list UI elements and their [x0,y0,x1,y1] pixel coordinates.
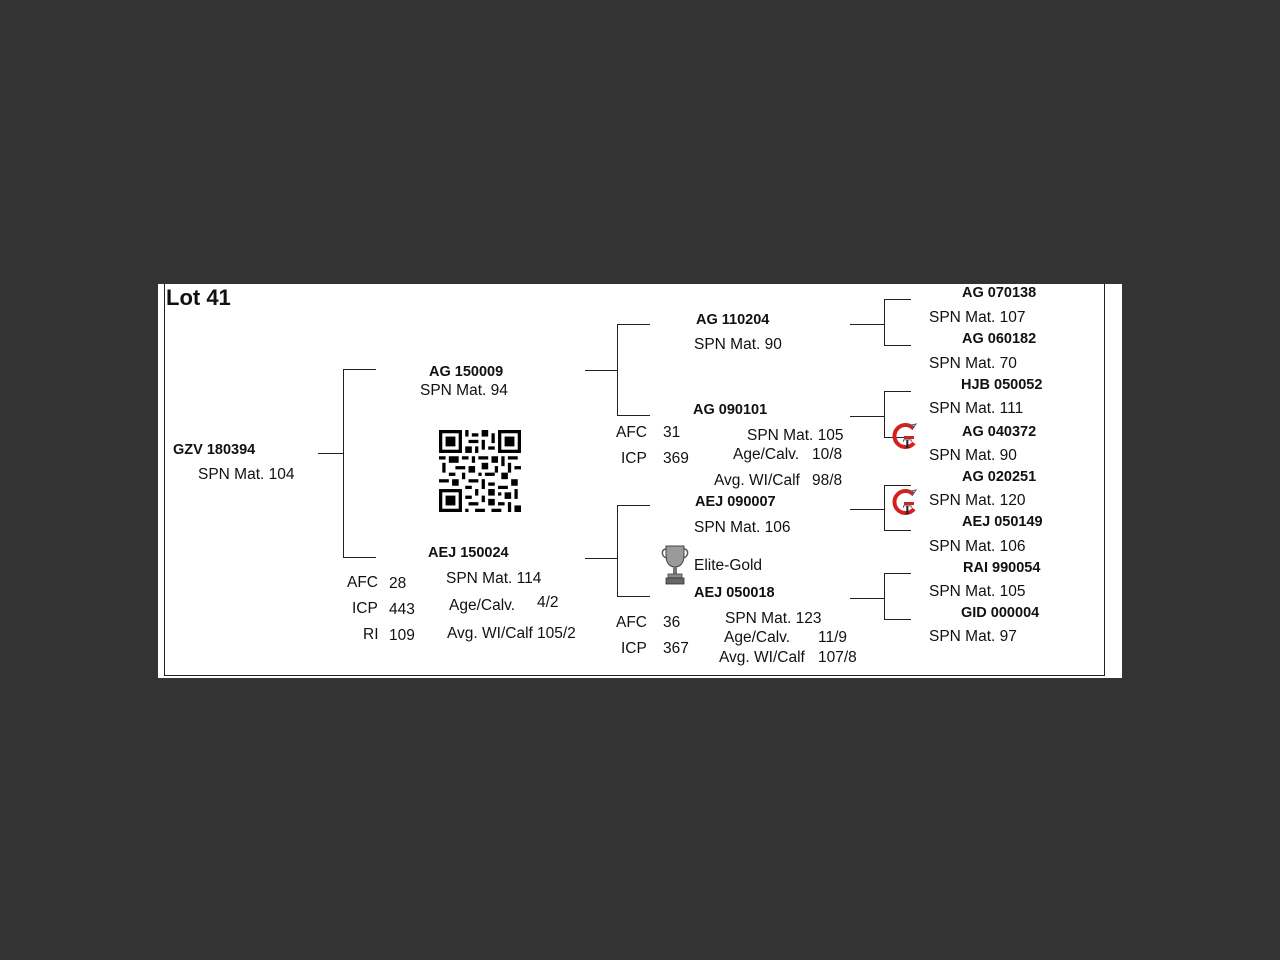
connector-line [617,505,650,506]
sire-dam-afc-label: AFC [616,424,647,441]
connector-line [850,324,885,325]
dam-icp-value: 443 [389,601,415,618]
dam-afc-value: 28 [389,575,407,592]
dam-dam-avg-label: Avg. WI/Calf [719,649,805,666]
gg-2-id: AG 060182 [962,331,1037,347]
dam-dam-afc-value: 36 [663,614,681,631]
connector-line [343,369,376,370]
gg-8-id: GID 000004 [961,605,1040,621]
sire-dam-age-value: 10/8 [812,446,843,463]
connector-line [850,509,885,510]
gg-1-spn: SPN Mat. 107 [929,309,1026,326]
sire-dam-id: AG 090101 [693,402,768,418]
animal-spn: SPN Mat. 104 [198,466,295,483]
connector-line [884,530,911,531]
connector-line [343,369,344,558]
connector-line [884,391,885,438]
gg-6-spn: SPN Mat. 106 [929,538,1026,555]
sire-dam-avg-value: 98/8 [812,472,843,489]
connector-line [343,557,376,558]
gg-1-id: AG 070138 [962,285,1037,301]
dam-avg-label: Avg. WI/Calf [447,625,533,642]
connector-line [884,391,911,392]
dam-dam-afc-label: AFC [616,614,647,631]
dam-age-label: Age/Calv. [449,597,516,614]
sire-dam-spn: SPN Mat. 105 [747,427,844,444]
dam-avg-value: 105/2 [537,625,576,642]
gg-4-spn: SPN Mat. 90 [929,447,1017,464]
gg-6-id: AEJ 050149 [962,514,1043,530]
connector-line [617,596,650,597]
sire-dam-age-label: Age/Calv. [733,446,800,463]
sire-dam-afc-value: 31 [663,424,681,441]
dam-sire-award: Elite-Gold [694,557,763,574]
sire-spn: SPN Mat. 94 [420,382,508,399]
gg-8-spn: SPN Mat. 97 [929,628,1017,645]
connector-line [585,370,618,371]
gg-5-spn: SPN Mat. 120 [929,492,1026,509]
trophy-icon [661,544,689,586]
sire-id: AG 150009 [429,364,504,380]
dam-dam-icp-value: 367 [663,640,689,657]
gt-logo-icon [889,421,921,453]
connector-line [884,485,885,531]
connector-line [884,619,911,620]
svg-text:T: T [903,436,912,451]
gg-4-id: AG 040372 [962,424,1037,440]
dam-spn: SPN Mat. 114 [446,570,542,587]
connector-line [884,485,911,486]
dam-dam-avg-value: 107/8 [818,649,857,666]
animal-id: GZV 180394 [173,442,256,458]
lot-title: Lot 41 [166,285,231,310]
gg-7-spn: SPN Mat. 105 [929,583,1026,600]
qr-code-icon [439,430,521,512]
connector-line [884,299,885,346]
gg-7-id: RAI 990054 [963,560,1041,576]
dam-icp-label: ICP [352,600,378,617]
dam-id: AEJ 150024 [428,545,509,561]
dam-dam-id: AEJ 050018 [694,585,775,601]
gg-5-id: AG 020251 [962,469,1037,485]
sire-sire-spn: SPN Mat. 90 [694,336,782,353]
connector-line [617,324,650,325]
connector-line [617,415,650,416]
connector-line [850,598,885,599]
dam-dam-age-value: 11/9 [818,629,848,646]
dam-dam-icp-label: ICP [621,640,647,657]
gg-3-spn: SPN Mat. 111 [929,400,1024,417]
dam-ri-label: RI [363,626,379,643]
dam-age-value: 4/2 [537,594,559,611]
dam-afc-label: AFC [347,574,378,591]
sire-dam-avg-label: Avg. WI/Calf [714,472,800,489]
connector-line [617,324,618,416]
connector-line [884,345,911,346]
connector-line [884,573,885,620]
connector-line [585,558,618,559]
sire-sire-id: AG 110204 [696,312,770,328]
dam-dam-age-label: Age/Calv. [724,629,791,646]
sire-dam-icp-label: ICP [621,450,647,467]
connector-line [884,299,911,300]
gg-3-id: HJB 050052 [961,377,1043,393]
connector-line [318,453,344,454]
dam-ri-value: 109 [389,627,415,644]
sire-dam-icp-value: 369 [663,450,689,467]
svg-text:T: T [903,502,912,517]
connector-line [850,416,885,417]
connector-line [617,505,618,597]
dam-dam-spn: SPN Mat. 123 [725,610,822,627]
connector-line [884,573,911,574]
dam-sire-id: AEJ 090007 [695,494,776,510]
gt-logo-icon [889,487,921,519]
dam-sire-spn: SPN Mat. 106 [694,519,791,536]
gg-2-spn: SPN Mat. 70 [929,355,1017,372]
